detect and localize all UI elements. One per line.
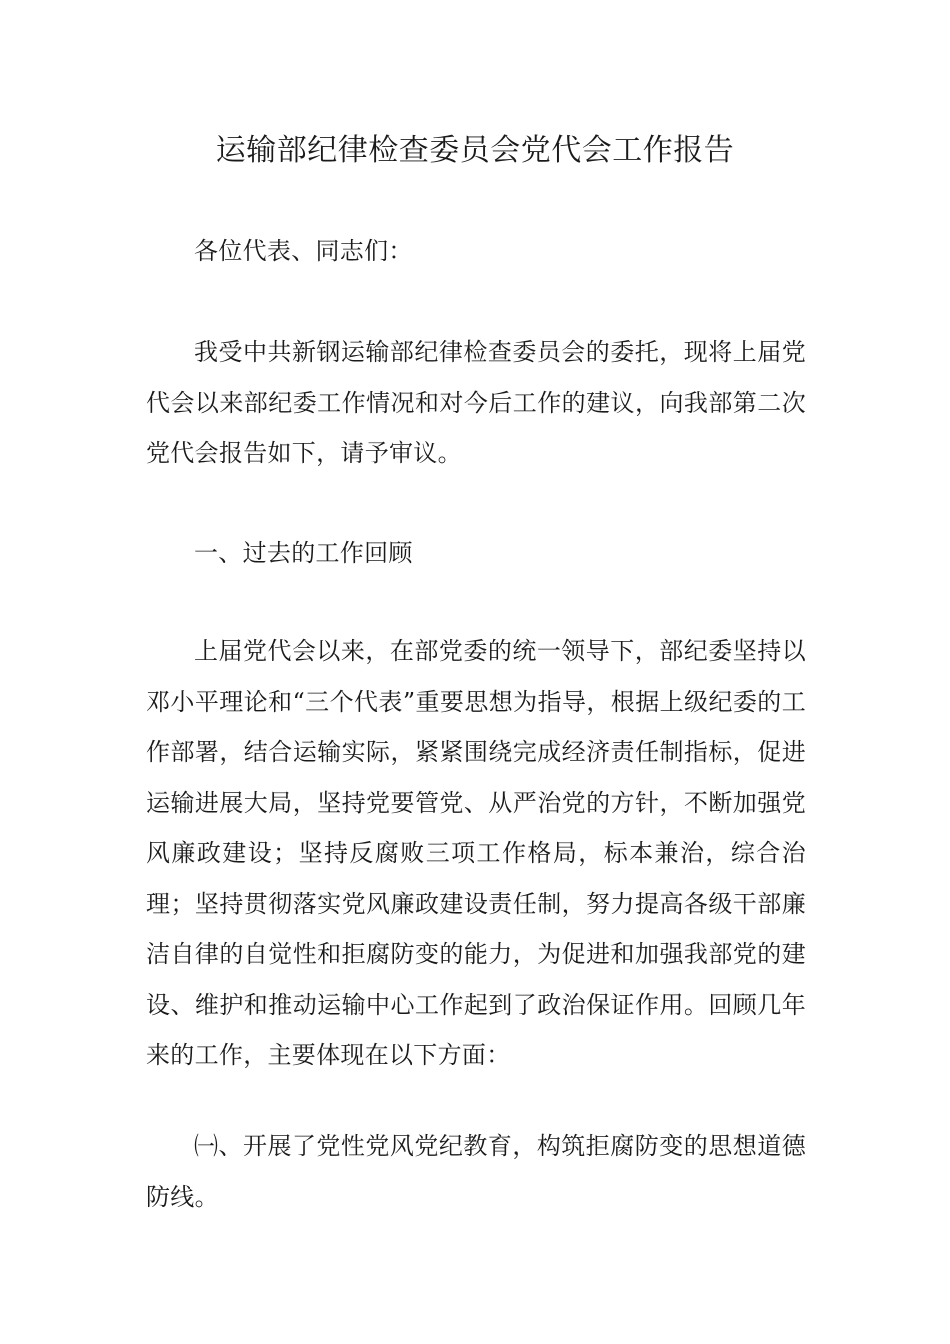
- document-title: 运输部纪律检查委员会党代会工作报告: [215, 133, 735, 168]
- section-heading-past-work: 一、过去的工作回顾: [194, 539, 413, 567]
- intro-paragraph: 我受中共新钢运输部纪律检查委员会的委托，现将上届党代会以来部纪委工作情况和对今后工作的建议，向我部第二次党代会报告如下，请予审议。: [146, 338, 806, 467]
- review-paragraph: 上届党代会以来，在部党委的统一领导下，部纪委坚持以邓小平理论和“三个代表”重要思想为指导，根据上级纪委的工作部署，结合运输实际，紧紧围绕完成经济责任制指标，促进运输进展大局，坚持党要管党、从严治党的方针，不断加强党风廉政建设；坚持反腐败三项工作格局，标本兼治，综合治理；坚持贯彻落实党风廉政建设责任制，努力提高各级干部廉洁自律的自觉性和拒腐防变的能力，为促进和加强我部党的建设、维护和推动运输中心工作起到了政治保证作用。回顾几年来的工作，主要体现在以下方面：: [146, 637, 806, 1069]
- subsection-heading-education: ㈠、开展了党性党风党纪教育，构筑拒腐防变的思想道德防线。: [146, 1132, 806, 1211]
- greeting-paragraph: 各位代表、同志们：: [194, 237, 413, 265]
